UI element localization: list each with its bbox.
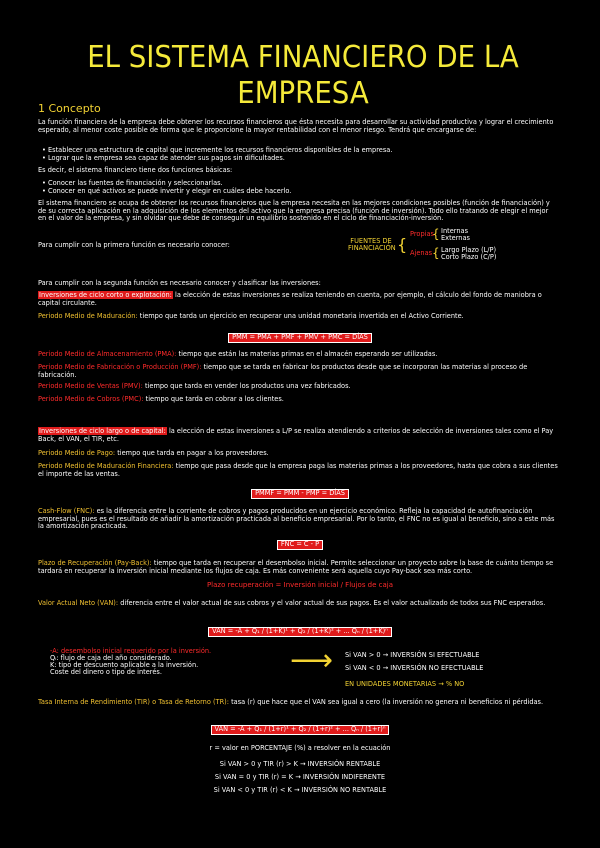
system-paragraph: El sistema financiero se ocupa de obtener los recursos financieros que la empresa necesita en las mejores condiciones posibles (función de financiación) y de su correcta aplicación en la adquisición de los elementos del activo que la empresa precisa (función de inversión). Todo ello tratando de elegir el mejor en el valor de la empresa, y sin olvidar que debe de conseguir un equilibrio sostenido en el ciclo de financiación-inversión. (38, 199, 550, 223)
van-result-negative: Si VAN < 0 → INVERSIÓN NO EFECTUABLE (345, 664, 484, 672)
tir-formula-row (0, 725, 600, 735)
pmv-text: tiempo que tarda en vender los productos una vez fabricados. (144, 382, 351, 390)
pmmf-formula: PMMF = PMM - PMP = DÍAS (251, 489, 349, 499)
bullet-item: • Lograr que la empresa sea capaz de atender sus pagos sin dificultades. (42, 154, 285, 162)
pmc-text: tiempo que tarda en cobrar a los clientes. (145, 395, 284, 403)
legend-item (50, 669, 162, 677)
van-label: Valor Actual Neto (VAN): (38, 599, 119, 607)
pmf-definition (38, 364, 558, 379)
short-cycle-label: Inversiones de ciclo corto o explotación: (39, 291, 172, 299)
intro-paragraph: La función financiera de la empresa debe obtener los recursos financieros que ésta necesita para desarrollar su actividad productiva y lograr el crecimiento esperado, al menor coste posible de forma que le proporcione la mayor rentabilidad con el menor riesgo. Tendrá que encargarse de: (38, 118, 554, 134)
van-formula-row (0, 627, 600, 637)
pmm-formula-row (0, 333, 600, 343)
pma-text: tiempo que están las materias primas en el almacén esperando ser utilizadas. (178, 350, 438, 358)
van-units-note: EN UNIDADES MONETARIAS → % NO (345, 680, 465, 688)
tir-r-definition: r = valor en PORCENTAJE (%) a resolver en la ecuación (209, 744, 391, 752)
bullet-item: • Conocer las fuentes de financiación y seleccionarlas. (42, 179, 223, 187)
long-term-label: Largo Plazo (L/P) (441, 246, 497, 254)
cash-flow-label: Cash-Flow (FNC): (38, 507, 95, 515)
van-formula: VAN = -A + Q₁ / (1+K)¹ + Q₂ / (1+K)² + ... Qₙ / (1+K)ⁿ (208, 627, 392, 637)
second-function-text: Para cumplir con la segunda función es necesario conocer y clasificar las inversiones: (38, 279, 321, 287)
short-cycle-investments (38, 292, 558, 307)
tir-text: tasa (r) que hace que el VAN sea igual a cero (la inversión no genera ni beneficios ni pérdidas. (231, 698, 544, 706)
fnc-formula: FNC = C - P (277, 540, 323, 550)
cash-flow-text: es la diferencia entre la corriente de cobros y pagos producidos en un ejercicio económico. Refleja la capacidad de autofinanciación empresarial, pues es el resultado de añadir la amortización practicada al beneficio empresarial. Por lo tanto, el FNC no es igual al beneficio, sino a este más la amortización practicada. (38, 507, 555, 531)
pmp-text: tiempo que tarda en pagar a los proveedores. (117, 449, 269, 457)
bullet-text: Conocer las fuentes de financiación y seleccionarlas. (48, 179, 223, 187)
tir-definition (38, 699, 558, 707)
short-cycle-text: la elección de estas inversiones se realiza teniendo en cuenta, por ejemplo, el cálculo del fondo de maniobra o capital circulante. (38, 291, 542, 307)
pmc-definition (38, 396, 558, 404)
fnc-formula-row (0, 540, 600, 550)
bullet-text: Conocer en qué activos se puede invertir y elegir en cuáles debe hacerlo. (48, 187, 292, 195)
page-title: EL SISTEMA FINANCIERO DE LA EMPRESA (87, 40, 519, 111)
brace-icon: { (432, 227, 440, 241)
pmmf-label: Periodo Medio de Maduración Financiera: (38, 462, 174, 470)
long-cycle-investments (38, 428, 558, 443)
first-function-text: Para cumplir con la primera función es necesario conocer: (38, 241, 230, 249)
tir-result-indiferente: Si VAN = 0 y TIR (r) = K → INVERSIÓN INDIFERENTE (214, 773, 386, 781)
pmp-label: Periodo Medio de Pago: (38, 449, 116, 457)
own-sources: Propias (410, 230, 434, 238)
pma-definition (38, 351, 558, 359)
brace-icon: { (432, 246, 440, 260)
funding-sources-label: FUENTES DE FINANCIACIÓN (348, 237, 396, 252)
pmv-label: Periodo Medio de Ventas (PMV): (38, 382, 143, 390)
bullet-item: • Establecer una estructura de capital que incremente los recursos financieros disponibles de la empresa. (42, 146, 393, 154)
cash-flow-definition (38, 508, 558, 531)
legend-text: Coste del dinero o tipo de interés. (50, 668, 162, 676)
tir-result-rentable: Si VAN > 0 y TIR (r) > K → INVERSIÓN RENTABLE (219, 760, 381, 768)
legend-text: K: tipo de descuento aplicable a la inversión. (50, 661, 199, 669)
section-heading: 1 Concepto (38, 102, 101, 115)
pmv-definition (38, 383, 558, 391)
internal-label: Internas (441, 227, 469, 235)
bullet-item: • Conocer en qué activos se puede invertir y elegir en cuáles debe hacerlo. (42, 187, 292, 195)
payback-text: tiempo que tarda en recuperar el desembolso inicial. Permite seleccionar un proyecto sobre la base de cuánto tiempo se tardará en recuperar la inversión inicial mediante los flujos de caja. Es más conveniente será aquella cuyo Pay-back sea más corto. (38, 559, 554, 575)
pmc-label: Periodo Medio de Cobros (PMC): (38, 395, 144, 403)
long-cycle-label: Inversiones de ciclo largo o de capital: (39, 427, 166, 435)
pmmf-formula-row (0, 489, 600, 499)
tir-label: Tasa Interna de Rendimiento (TIR) o Tasa de Retorno (TR): (38, 698, 229, 706)
external-sources: Ajenas (410, 249, 433, 257)
legend-text: Qᵢ: flujo de caja del año considerado. (50, 654, 172, 662)
payback-formula: Plazo recuperación = Inversión inicial / Flujos de caja (206, 581, 394, 589)
van-definition (38, 600, 558, 608)
legend-text: -A: desembolso inicial requerido por la inversión. (50, 647, 212, 655)
payback-definition (38, 560, 558, 575)
pma-label: Periodo Medio de Almacenamiento (PMA): (38, 350, 177, 358)
pmmf-text: tiempo que pasa desde que la empresa paga las materias primas a los proveedores, hasta que cobra a sus clientes el importe de las ventas. (38, 462, 558, 478)
bullet-text: Establecer una estructura de capital que incremente los recursos financieros disponibles de la empresa. (48, 146, 393, 154)
van-result-positive: Si VAN > 0 → INVERSIÓN SI EFECTUABLE (345, 651, 480, 659)
pmp-definition (38, 450, 558, 458)
long-cycle-text: la elección de estas inversiones a L/P se realiza atendiendo a criterios de selección de inversiones tales como el Pay Back, el VAN, el TIR, etc. (38, 427, 554, 443)
brace-icon: { (397, 235, 408, 254)
short-term-label: Corto Plazo (C/P) (441, 253, 497, 261)
pmm-label: Periodo Medio de Maduración: (38, 312, 138, 320)
payback-label: Plazo de Recuperación (Pay-Back): (38, 559, 152, 567)
functions-intro: Es decir, el sistema financiero tiene dos funciones básicas: (38, 166, 233, 174)
pmf-text: tiempo que se tarda en fabricar los productos desde que se incorporan las materias al proceso de fabricación. (38, 363, 528, 379)
pmm-definition (38, 313, 558, 321)
pmm-formula: PMM = PMA + PMF + PMV + PMC = DÍAS (228, 333, 372, 343)
van-text: diferencia entre el valor actual de sus cobros y el valor actual de sus pagos. Es el valor actualizado de todos sus FNC esperados. (120, 599, 546, 607)
tir-result-no-rentable: Si VAN < 0 y TIR (r) < K → INVERSIÓN NO RENTABLE (213, 786, 387, 794)
bullet-text: Lograr que la empresa sea capaz de atender sus pagos sin dificultades. (48, 154, 285, 162)
pmf-label: Periodo Medio de Fabricación o Producción (PMF): (38, 363, 202, 371)
pmmf-definition (38, 463, 558, 478)
right-arrow-icon: ⟶ (290, 643, 334, 678)
pmm-text: tiempo que tarda un ejercicio en recuperar una unidad monetaria invertida en el Activo Corriente. (139, 312, 464, 320)
tir-formula: VAN = -A + Q₁ / (1+r)¹ + Q₂ / (1+r)² + ... Qₙ / (1+r)ⁿ (211, 725, 390, 735)
external-label: Externas (441, 234, 470, 242)
